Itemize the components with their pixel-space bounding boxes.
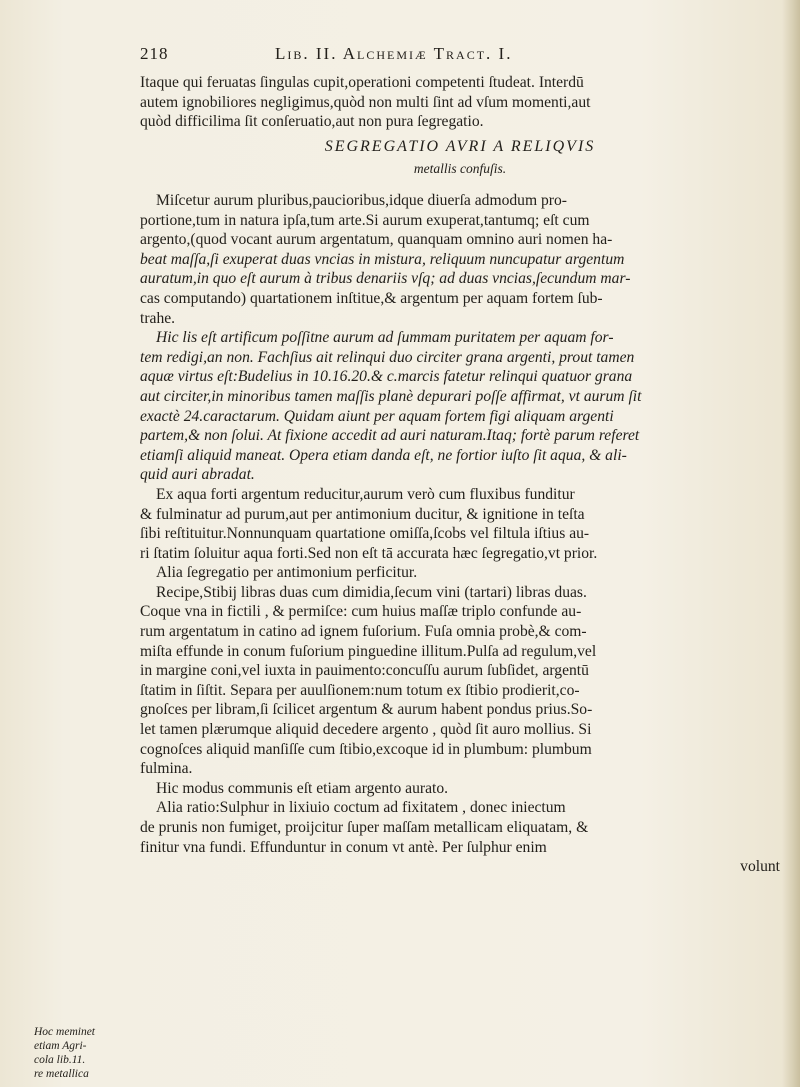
body-line: etiamſi aliquid maneat. Opera etiam danda eſt, ne fortior iuſto ſit aqua, & ali- — [140, 446, 627, 464]
body-line: cas computando) quartationem inſtitue,& argentum per aquam fortem ſub- — [140, 289, 603, 307]
section-subtitle: metallis confuſis. — [413, 161, 507, 176]
body-line: aut circiter,in minoribus tamen maſſis planè depurari poſſe affirmat, vt aurum ſit — [140, 387, 642, 405]
page-edge-shadow — [782, 0, 800, 1087]
body-line: beat maſſa,ſi exuperat duas vncias in mistura, reliquum nuncupatur argentum — [140, 250, 625, 268]
running-title: Lib. II. Alchemiæ Tract. I. — [275, 44, 513, 63]
body-line: rum argentatum in catino ad ignem fuſorium. Fuſa omnia probè,& com- — [140, 623, 587, 641]
body-line: Hic modus communis eſt etiam argento aurato. — [156, 779, 449, 797]
body-line: Ex aqua forti argentum reducitur,aurum verò cum fluxibus funditur — [156, 485, 575, 503]
body-line: Coque vna in fictili , & permiſce: cum huius maſſæ triplo confunde au- — [140, 603, 582, 621]
margin-note-line: re metallica — [34, 1068, 89, 1080]
body-line: argento,(quod vocant aurum argentatum, quanquam omnino auri nomen ha- — [140, 231, 613, 249]
body-line: Hic lis eſt artificum poſſitne aurum ad ſummam puritatem per aquam for- — [156, 329, 614, 347]
body-line: exactè 24.caractarum. Quidam aiunt per aquam fortem figi aliquam argenti — [140, 407, 614, 425]
body-line: Recipe,Stibij libras duas cum dimidia,ſecum vini (tartari) libras duas. — [156, 583, 587, 601]
body-line: ſtatim in ſiſtit. Separa per auulſionem:num totum ex ſtibio prodierit,co- — [140, 681, 580, 699]
body-line: volunt — [740, 858, 780, 876]
body-line: Miſcetur aurum pluribus,paucioribus,idque diuerſa admodum pro- — [156, 192, 567, 209]
body-line: ri ſtatim ſoluitur aqua forti.Sed non eſt tā accurata hæc ſegregatio,vt prior. — [140, 544, 598, 562]
body-text — [140, 191, 780, 877]
body-line: let tamen plærumque aliquid decedere argento , quòd ſit auro mollius. Si — [140, 721, 592, 739]
body-line: tem redigi,an non. Fachſius ait relinqui duo circiter grana argenti, prout tamen — [140, 348, 635, 366]
body-line: Alia ſegregatio per antimonium perficitur. — [156, 564, 418, 582]
body-line: in margine coni,vel iuxta in pauimento:concuſſu aurum ſubſidet, argentū — [140, 662, 589, 680]
body-line: miſta effunde in conum fuſorium pinguedine illitum.Pulſa ad regulum,vel — [140, 642, 597, 660]
body-line: quid auri abradat. — [140, 466, 255, 484]
margin-note-line: Hoc meminet — [34, 1026, 95, 1038]
intro-line: Itaque qui feruatas ſingulas cupit,operationi competenti ſtudeat. Interdū — [140, 74, 584, 91]
section-title: SEGREGATIO AVRI A RELIQVIS — [324, 138, 596, 155]
intro-paragraph — [140, 73, 780, 132]
body-line: Alia ratio:Sulphur in lixiuio coctum ad fixitatem , donec iniectum — [156, 799, 566, 817]
intro-line: quòd difficilima ſit conſeruatio,aut non pura ſegregatio. — [140, 113, 484, 131]
body-line: fulmina. — [140, 760, 193, 778]
margin-note-line: etiam Agri- — [34, 1040, 87, 1052]
intro-line: autem ignobiliores negligimus,quòd non multi ſint ad vſum momenti,aut — [140, 93, 591, 111]
body-line: cognoſces aliquid manſiſſe cum ſtibio,excoque id in plumbum: plumbum — [140, 740, 592, 758]
margin-note-line: cola lib.11. — [34, 1054, 86, 1066]
body-line: gnoſces per libram,ſi ſcilicet argentum & aurum habent pondus prius.So- — [140, 701, 593, 719]
body-line: ſibi reſtituitur.Nonnunquam quartatione omiſſa,ſcobs vel filtula iſtius au- — [140, 525, 590, 543]
body-line: auratum,in quo eſt aurum à tribus denariis vſq; ad duas vncias,ſecundum mar- — [140, 270, 631, 288]
page-number: 218 — [140, 44, 169, 63]
body-line: portione,tum in natura ipſa,tum arte.Si aurum exuperat,tantumq; eſt cum — [140, 211, 590, 229]
body-line: aquæ virtus eſt:Budelius in 10.16.20.& c.marcis fatetur relinqui quatuor grana — [140, 368, 633, 386]
body-line: partem,& non ſolui. At fixione accedit ad auri naturam.Itaq; fortè parum referet — [140, 427, 640, 445]
margin-note — [34, 1025, 138, 1081]
page-header — [140, 44, 780, 70]
body-line: trahe. — [140, 309, 176, 327]
body-line: finitur vna fundi. Effunduntur in conum vt antè. Per ſulphur enim — [140, 838, 547, 856]
body-line: & fulminatur ad purum,aut per antimonium ducitur, & ignitione in teſta — [140, 505, 585, 523]
body-line: de prunis non fumiget, proijcitur ſuper maſſam metallicam eliquatam, & — [140, 819, 589, 836]
